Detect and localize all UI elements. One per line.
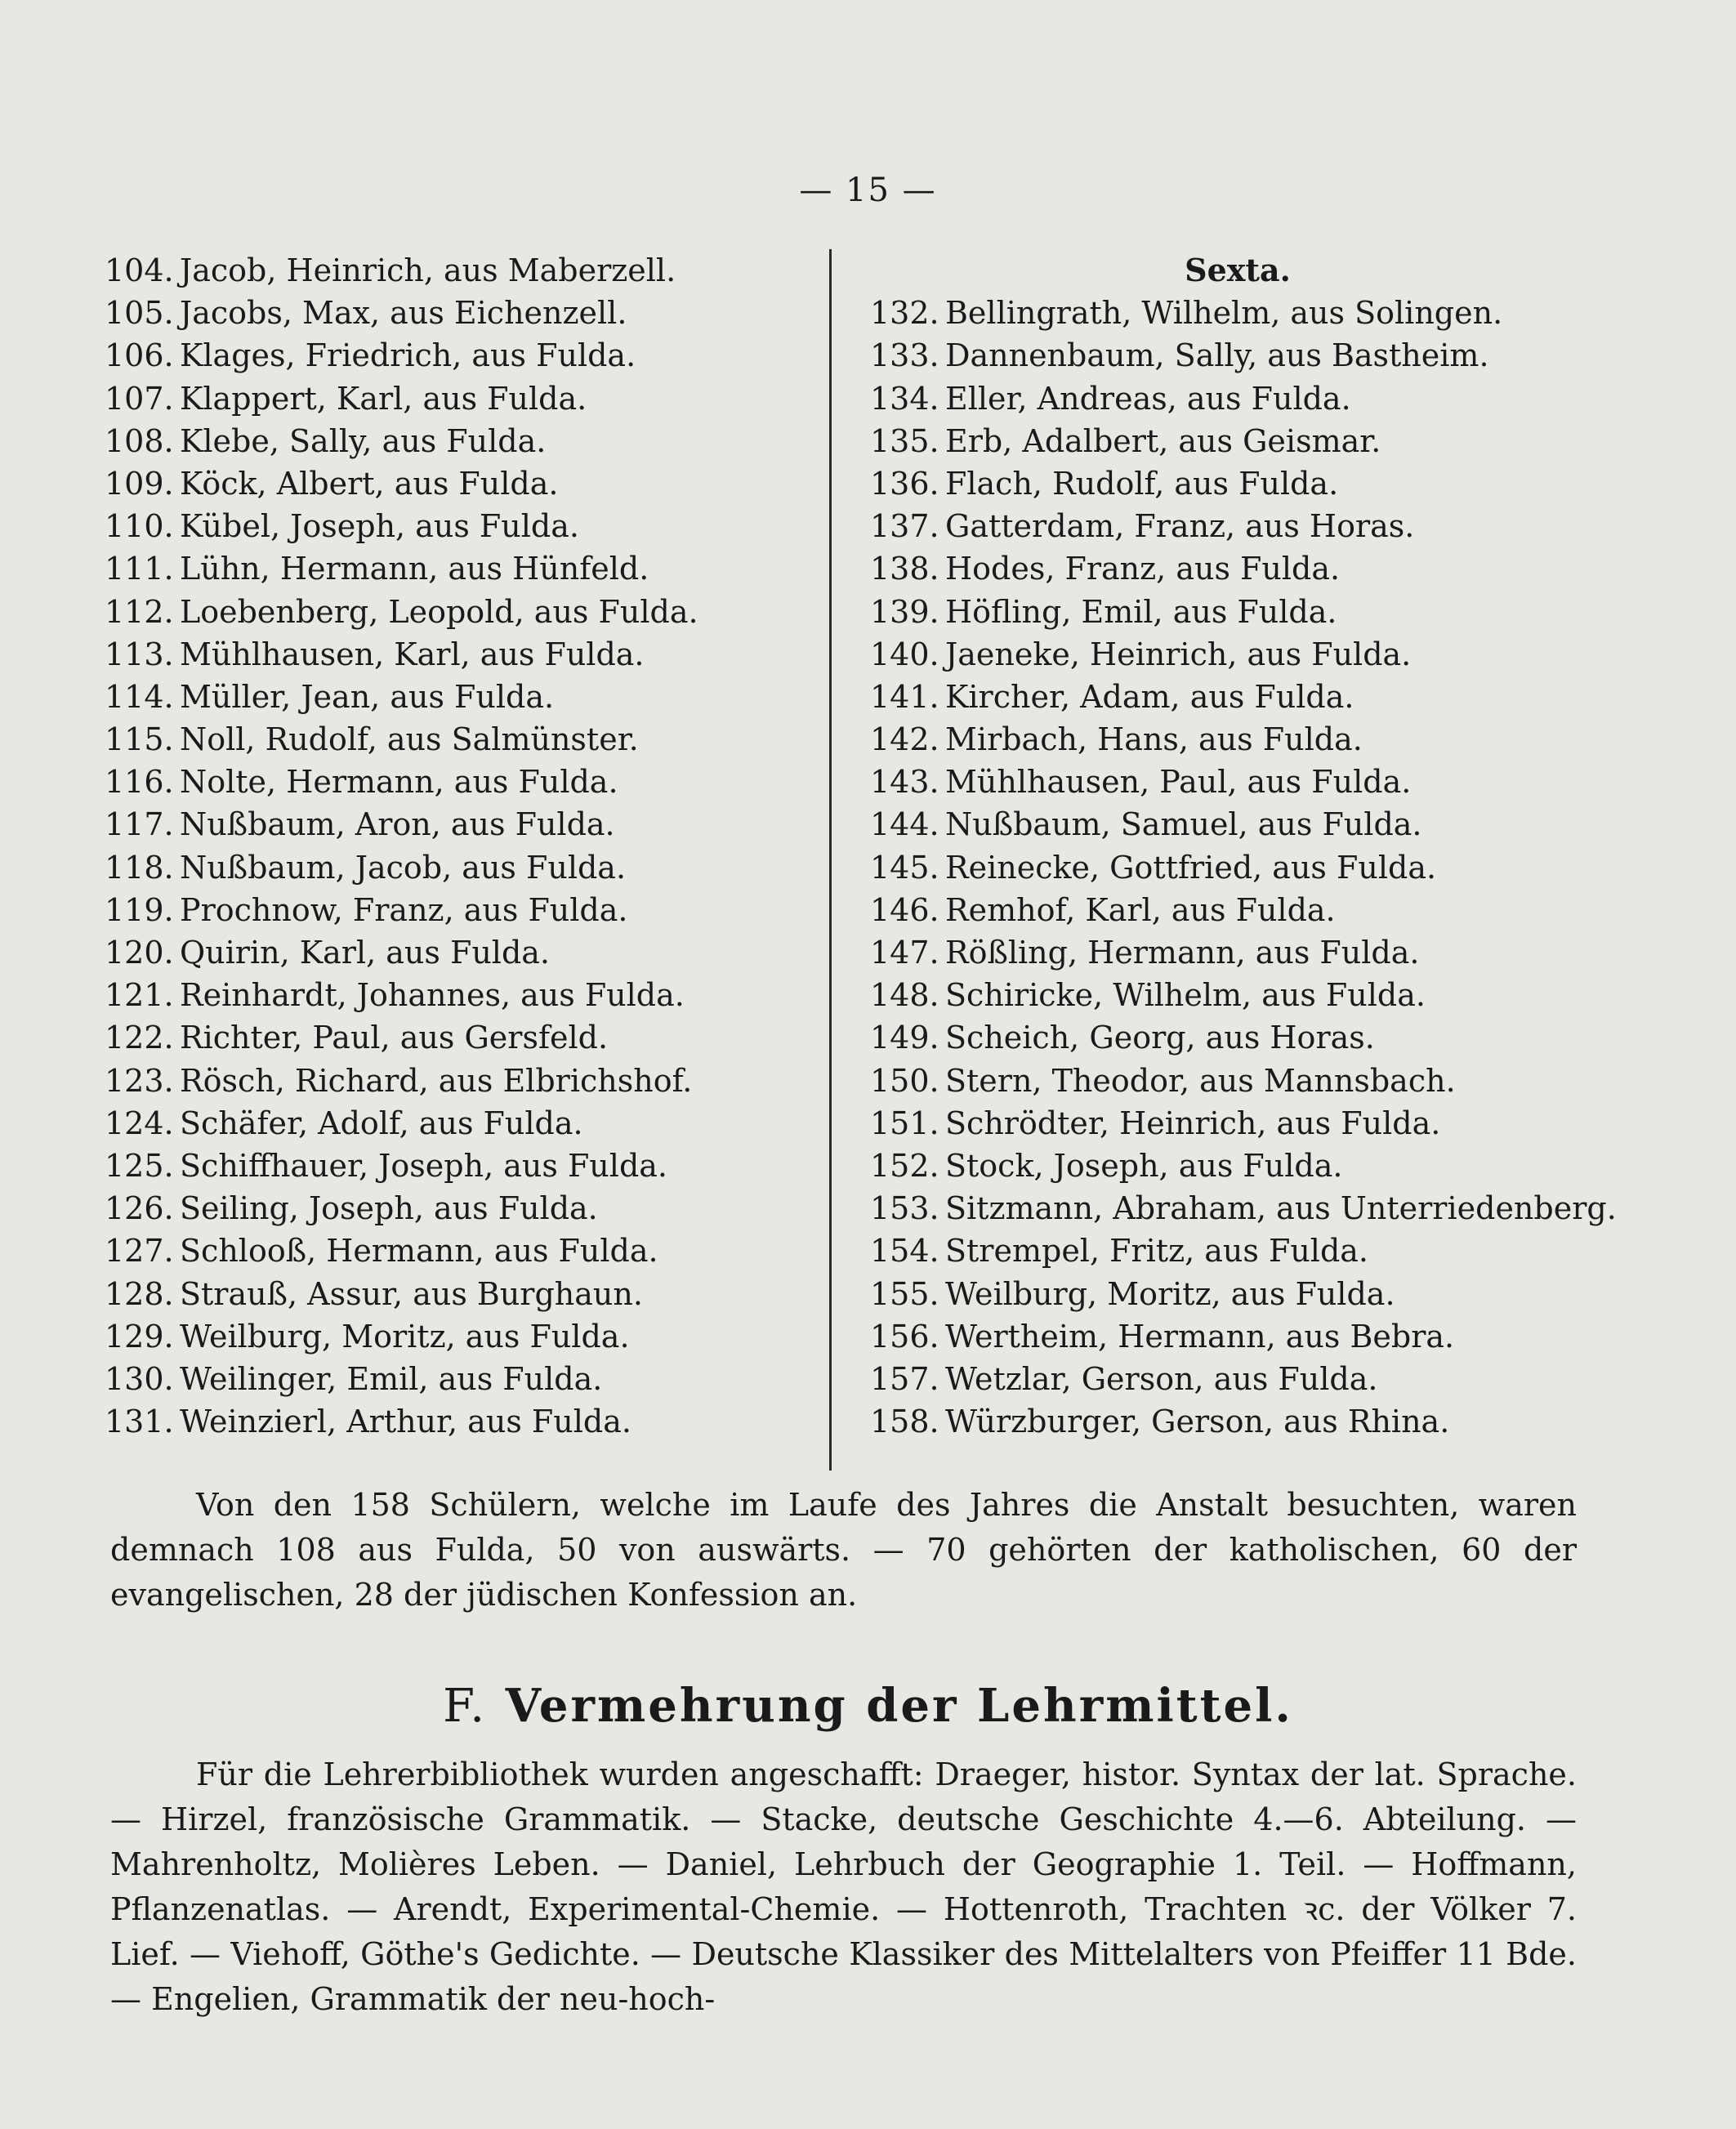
entry-name: Schäfer, Adolf, aus Fulda.	[180, 1105, 583, 1141]
student-entry	[105, 931, 823, 974]
entry-name: Nußbaum, Samuel, aus Fulda.	[945, 806, 1422, 843]
student-entry	[105, 1358, 823, 1400]
student-entry	[870, 889, 1605, 931]
entry-name: Weilinger, Emil, aus Fulda.	[180, 1360, 603, 1397]
entry-name: Lühn, Hermann, aus Hünfeld.	[180, 551, 649, 587]
entry-number: 104.	[105, 252, 174, 288]
column-divider	[829, 249, 832, 1471]
student-entry	[105, 761, 823, 803]
entry-name: Nußbaum, Aron, aus Fulda.	[180, 806, 615, 843]
student-entry	[870, 1358, 1605, 1400]
student-entry	[105, 1230, 823, 1272]
entry-number: 137.	[870, 508, 939, 545]
page-number: — 15 —	[799, 172, 937, 209]
entry-name: Kübel, Joseph, aus Fulda.	[180, 508, 579, 545]
student-entry	[105, 1400, 823, 1443]
entry-number: 145.	[870, 849, 939, 886]
entry-number: 124.	[105, 1105, 174, 1141]
entry-number: 130.	[105, 1360, 174, 1397]
entry-number: 131.	[105, 1404, 174, 1440]
entry-name: Bellingrath, Wilhelm, aus Solingen.	[945, 295, 1503, 332]
entry-name: Remhof, Karl, aus Fulda.	[945, 891, 1336, 928]
entry-number: 119.	[105, 891, 174, 928]
student-entry	[870, 462, 1605, 505]
entry-name: Schlooß, Hermann, aus Fulda.	[180, 1233, 658, 1270]
student-entry	[105, 334, 823, 377]
entry-number: 146.	[870, 891, 939, 928]
student-entry	[870, 420, 1605, 462]
student-entry	[105, 292, 823, 334]
student-list-right	[870, 249, 1617, 1443]
entry-name: Prochnow, Franz, aus Fulda.	[180, 891, 628, 928]
entry-name: Nußbaum, Jacob, aus Fulda.	[180, 849, 627, 886]
entry-number: 121.	[105, 977, 174, 1014]
entry-name: Loebenberg, Leopold, aus Fulda.	[180, 593, 698, 630]
entry-number: 143.	[870, 764, 939, 801]
entry-name: Wertheim, Hermann, aus Bebra.	[945, 1318, 1455, 1355]
entry-number: 120.	[105, 935, 174, 971]
entry-number: 138.	[870, 551, 939, 587]
entry-number: 142.	[870, 721, 939, 758]
entry-name: Schrödter, Heinrich, aus Fulda.	[945, 1105, 1441, 1141]
acquisitions-paragraph: Für die Lehrerbibliothek wurden angeschafft: Draeger, histor. Syntax der lat. Sprache. — Hirzel, französische Grammatik. — Stacke, deutsche Geschichte 4.—6. Abteilung. — Mahrenholtz, Molières Leben. — Daniel, Lehrbuch der Geographie 1. Teil. — Hoffmann, Pflanzenatlas. — Arendt, Experimental-Chemie. — Hottenroth, Trachten ꝛc. der Völker 7. Lief. — Viehoff, Göthe's Gedichte. — Deutsche Klassiker des Mittelalters von Pfeiffer 11 Bde. — Engelien, Grammatik der neu-hoch-	[110, 1756, 1577, 2017]
entry-number: 118.	[105, 849, 174, 886]
entry-name: Erb, Adalbert, aus Geismar.	[945, 422, 1381, 459]
entry-number: 151.	[870, 1105, 939, 1141]
summary-paragraph: Von den 158 Schülern, welche im Laufe des Jahres die Anstalt besuchten, waren demnach 108 aus Fulda, 50 von auswärts. — 70 gehörten der katholischen, 60 der evangelischen, 28 der jüdischen Konfession an.	[110, 1487, 1577, 1613]
entry-name: Klages, Friedrich, aus Fulda.	[180, 337, 636, 374]
student-entry	[870, 633, 1605, 676]
section-letter: F.	[443, 1680, 488, 1733]
student-entry	[105, 547, 823, 590]
entry-name: Würzburger, Gerson, aus Rhina.	[945, 1404, 1450, 1440]
entry-name: Köck, Albert, aus Fulda.	[180, 465, 559, 502]
entry-name: Reinecke, Gottfried, aus Fulda.	[945, 849, 1437, 886]
student-entry	[105, 462, 823, 505]
entry-number: 115.	[105, 721, 174, 758]
entry-name: Strempel, Fritz, aus Fulda.	[945, 1233, 1369, 1270]
entry-number: 140.	[870, 636, 939, 672]
entry-number: 110.	[105, 508, 174, 545]
class-heading-sexta: Sexta.	[1185, 252, 1291, 288]
entry-name: Rösch, Richard, aus Elbrichshof.	[180, 1062, 693, 1099]
entry-name: Seiling, Joseph, aus Fulda.	[180, 1190, 598, 1227]
entry-number: 129.	[105, 1318, 174, 1355]
student-entry	[870, 1145, 1605, 1187]
entry-name: Jacob, Heinrich, aus Maberzell.	[180, 252, 676, 288]
section-title: Vermehrung der Lehrmittel.	[505, 1679, 1293, 1733]
student-entry	[105, 377, 823, 420]
entry-number: 127.	[105, 1233, 174, 1270]
entry-name: Jacobs, Max, aus Eichenzell.	[180, 295, 627, 332]
student-entry	[870, 1060, 1605, 1102]
student-entry	[870, 1400, 1605, 1443]
entry-number: 108.	[105, 422, 174, 459]
student-entry	[105, 505, 823, 547]
entry-name: Mühlhausen, Karl, aus Fulda.	[180, 636, 645, 672]
entry-number: 152.	[870, 1147, 939, 1184]
student-entry	[870, 1102, 1605, 1145]
student-entry	[870, 334, 1605, 377]
entry-name: Mirbach, Hans, aus Fulda.	[945, 721, 1363, 758]
student-entry	[870, 761, 1605, 803]
entry-number: 144.	[870, 806, 939, 843]
entry-name: Kircher, Adam, aus Fulda.	[945, 678, 1354, 715]
entry-number: 156.	[870, 1318, 939, 1355]
entry-name: Klebe, Sally, aus Fulda.	[180, 422, 547, 459]
entry-number: 141.	[870, 678, 939, 715]
entry-name: Richter, Paul, aus Gersfeld.	[180, 1020, 609, 1056]
entry-number: 133.	[870, 337, 939, 374]
entry-number: 158.	[870, 1404, 939, 1440]
entry-number: 139.	[870, 593, 939, 630]
entry-name: Quirin, Karl, aus Fulda.	[180, 935, 551, 971]
entry-name: Stock, Joseph, aus Fulda.	[945, 1147, 1343, 1184]
entry-number: 113.	[105, 636, 174, 672]
student-entry	[105, 1016, 823, 1059]
student-entry	[870, 803, 1605, 846]
entry-name: Reinhardt, Johannes, aus Fulda.	[180, 977, 685, 1014]
student-entry	[105, 803, 823, 846]
student-entry	[870, 974, 1605, 1016]
student-entry	[105, 1187, 823, 1230]
entry-name: Flach, Rudolf, aus Fulda.	[945, 465, 1339, 502]
student-entry	[105, 249, 823, 292]
student-list-left	[105, 249, 823, 1443]
student-entry	[870, 846, 1605, 889]
student-entry	[870, 377, 1605, 420]
entry-name: Gatterdam, Franz, aus Horas.	[945, 508, 1415, 545]
entry-number: 132.	[870, 295, 939, 332]
student-entry	[870, 591, 1605, 633]
entry-name: Strauß, Assur, aus Burghaun.	[180, 1275, 643, 1312]
student-entry	[105, 633, 823, 676]
entry-name: Weilburg, Moritz, aus Fulda.	[180, 1318, 630, 1355]
student-entry	[105, 974, 823, 1016]
student-entry	[105, 1315, 823, 1358]
entry-number: 117.	[105, 806, 174, 843]
entry-name: Weinzierl, Arthur, aus Fulda.	[180, 1404, 631, 1440]
entry-number: 111.	[105, 551, 174, 587]
student-entry	[105, 1102, 823, 1145]
section-heading	[0, 1679, 1736, 1733]
entry-name: Schiffhauer, Joseph, aus Fulda.	[180, 1147, 667, 1184]
entry-number: 136.	[870, 465, 939, 502]
entry-name: Nolte, Hermann, aus Fulda.	[180, 764, 618, 801]
student-entry	[105, 420, 823, 462]
entry-number: 114.	[105, 678, 174, 715]
entry-name: Sitzmann, Abraham, aus Unterriedenberg.	[945, 1190, 1617, 1227]
entry-number: 149.	[870, 1020, 939, 1056]
entry-number: 148.	[870, 977, 939, 1014]
entry-number: 109.	[105, 465, 174, 502]
student-entry	[870, 505, 1605, 547]
entry-number: 128.	[105, 1275, 174, 1312]
student-entry	[105, 591, 823, 633]
entry-number: 107.	[105, 380, 174, 417]
entry-number: 116.	[105, 764, 174, 801]
entry-name: Höfling, Emil, aus Fulda.	[945, 593, 1337, 630]
entry-name: Wetzlar, Gerson, aus Fulda.	[945, 1360, 1378, 1397]
entry-name: Hodes, Franz, aus Fulda.	[945, 551, 1341, 587]
entry-number: 112.	[105, 593, 174, 630]
student-entry	[105, 718, 823, 761]
entry-name: Noll, Rudolf, aus Salmünster.	[180, 721, 639, 758]
entry-number: 106.	[105, 337, 174, 374]
entry-number: 154.	[870, 1233, 939, 1270]
student-entry	[870, 931, 1605, 974]
entry-number: 155.	[870, 1275, 939, 1312]
entry-number: 122.	[105, 1020, 174, 1056]
entry-number: 153.	[870, 1190, 939, 1227]
student-entry	[105, 1145, 823, 1187]
student-entry	[870, 292, 1605, 334]
student-entry	[870, 1315, 1605, 1358]
entry-name: Weilburg, Moritz, aus Fulda.	[945, 1275, 1395, 1312]
entry-name: Jaeneke, Heinrich, aus Fulda.	[945, 636, 1412, 672]
student-entry	[105, 1060, 823, 1102]
student-entry	[105, 676, 823, 718]
entry-number: 134.	[870, 380, 939, 417]
entry-name: Schiricke, Wilhelm, aus Fulda.	[945, 977, 1426, 1014]
entry-name: Dannenbaum, Sally, aus Bastheim.	[945, 337, 1489, 374]
entry-name: Klappert, Karl, aus Fulda.	[180, 380, 587, 417]
entry-number: 157.	[870, 1360, 939, 1397]
entry-number: 105.	[105, 295, 174, 332]
student-entry	[870, 1187, 1617, 1230]
student-entry	[870, 1273, 1605, 1315]
entry-name: Rößling, Hermann, aus Fulda.	[945, 935, 1420, 971]
student-entry	[870, 718, 1605, 761]
entry-number: 147.	[870, 935, 939, 971]
entry-name: Eller, Andreas, aus Fulda.	[945, 380, 1351, 417]
entry-number: 150.	[870, 1062, 939, 1099]
entry-number: 125.	[105, 1147, 174, 1184]
student-entry	[870, 1230, 1605, 1272]
entry-number: 135.	[870, 422, 939, 459]
student-entry	[870, 547, 1605, 590]
student-entry	[870, 1016, 1605, 1059]
entry-name: Stern, Theodor, aus Mannsbach.	[945, 1062, 1456, 1099]
entry-name: Müller, Jean, aus Fulda.	[180, 678, 555, 715]
student-entry	[870, 676, 1605, 718]
entry-name: Scheich, Georg, aus Horas.	[945, 1020, 1375, 1056]
student-entry	[105, 846, 823, 889]
student-entry	[105, 1273, 823, 1315]
entry-number: 126.	[105, 1190, 174, 1227]
student-entry	[105, 889, 823, 931]
entry-name: Mühlhausen, Paul, aus Fulda.	[945, 764, 1412, 801]
entry-number: 123.	[105, 1062, 174, 1099]
